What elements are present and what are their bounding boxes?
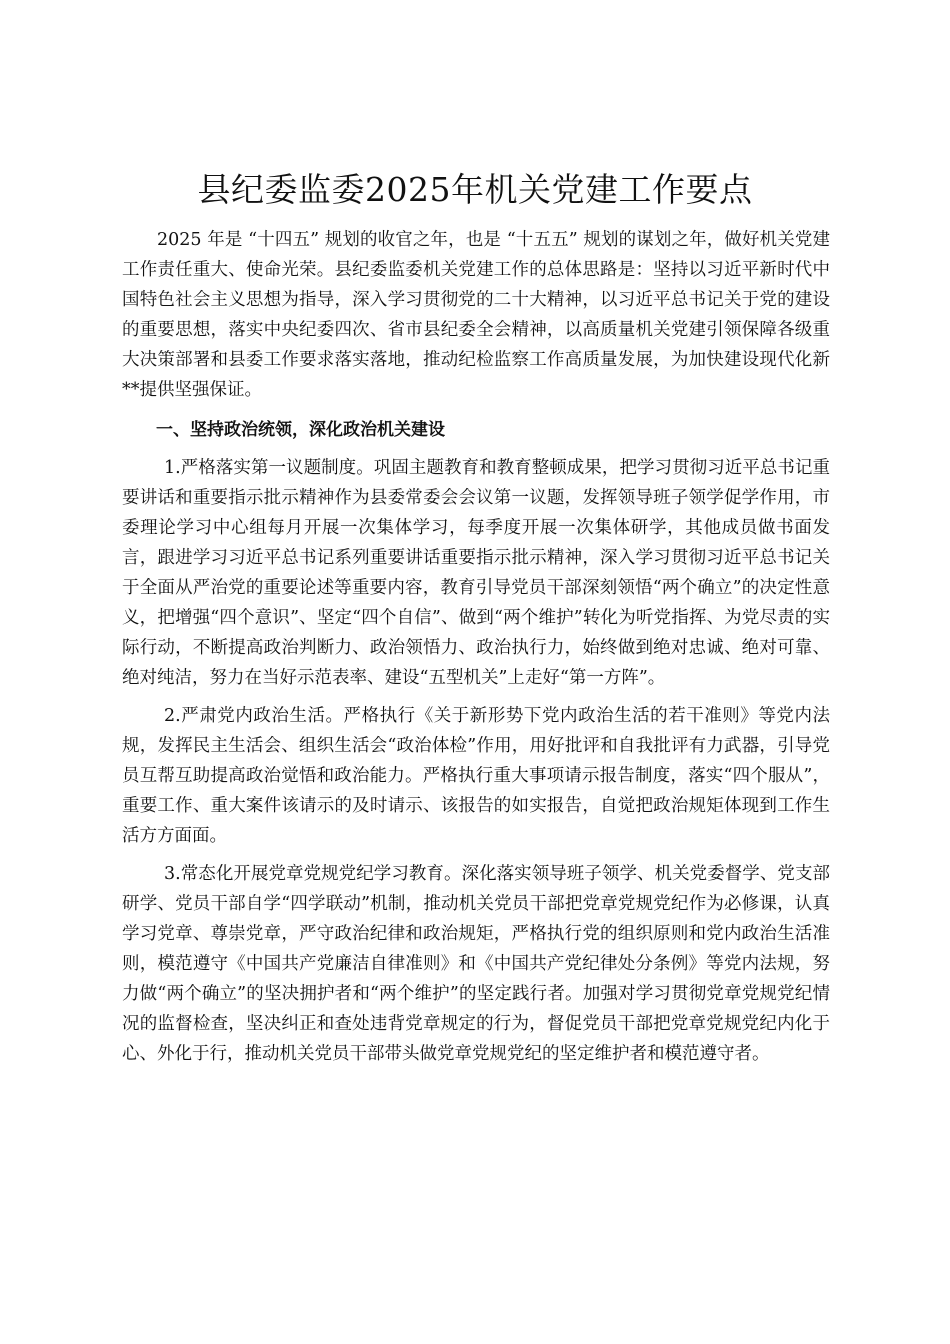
- item-paragraph-3: 3.常态化开展党章党规党纪学习教育。深化落实领导班子领学、机关党委督学、党支部研学、党员干部自学“四学联动”机制，推动机关党员干部把党章党规党纪作为必修课，认真学习党章、尊崇党章，严守政治纪律和政治规矩，严格执行党的组织原则和党内政治生活准则，模范遵守《中国共产党廉洁自律准则》和《中国共产党纪律处分条例》等党内法规，努力做“两个确立”的坚决拥护者和“两个维护”的坚定践行者。加强对学习贯彻党章党规党纪情况的监督检查，坚决纠正和查处违背党章规定的行为，督促党员干部把党章党规党纪内化于心、外化于行，推动机关党员干部带头做党章党规党纪的坚定维护者和模范遵守者。: [122, 864, 830, 1064]
- item-paragraph-2: 2.严肃党内政治生活。严格执行《关于新形势下党内政治生活的若干准则》等党内法规，发挥民主生活会、组织生活会“政治体检”作用，用好批评和自我批评有力武器，引导党员互帮互助提高政治觉悟和政治能力。严格执行重大事项请示报告制度，落实“四个服从”，重要工作、重大案件该请示的及时请示、该报告的如实报告，自觉把政治规矩体现到工作生活方方面面。: [122, 706, 830, 846]
- document-body: [122, 225, 830, 1069]
- section-heading: 一、坚持政治统领，深化政治机关建设: [156, 420, 445, 440]
- intro-paragraph: 2025 年是 “十四五” 规划的收官之年，也是 “十五五” 规划的谋划之年，做好机关党建工作责任重大、使命光荣。县纪委监委机关党建工作的总体思路是：坚持以习近平新时代中国特色社会主义思想为指导，深入学习贯彻党的二十大精神，以习近平总书记关于党的建设的重要思想，落实中央纪委四次、省市县纪委全会精神，以高质量机关党建引领保障各级重大决策部署和县委工作要求落实落地，推动纪检监察工作高质量发展，为加快建设现代化新**提供坚强保证。: [122, 230, 830, 400]
- document-title: 县纪委监委2025年机关党建工作要点: [197, 170, 753, 209]
- item-paragraph-1: 1.严格落实第一议题制度。巩固主题教育和教育整顿成果，把学习贯彻习近平总书记重要讲话和重要指示批示精神作为县委常委会会议第一议题，发挥领导班子领学促学作用，市委理论学习中心组每月开展一次集体学习，每季度开展一次集体研学，其他成员做书面发言，跟进学习习近平总书记系列重要讲话重要指示批示精神，深入学习贯彻习近平总书记关于全面从严治党的重要论述等重要内容，教育引导党员干部深刻领悟“两个确立”的决定性意义，把增强“四个意识”、坚定“四个自信”、做到“两个维护”转化为听党指挥、为党尽责的实际行动，不断提高政治判断力、政治领悟力、政治执行力，始终做到绝对忠诚、绝对可靠、绝对纯洁，努力在当好示范表率、建设“五型机关”上走好“第一方阵”。: [122, 458, 830, 688]
